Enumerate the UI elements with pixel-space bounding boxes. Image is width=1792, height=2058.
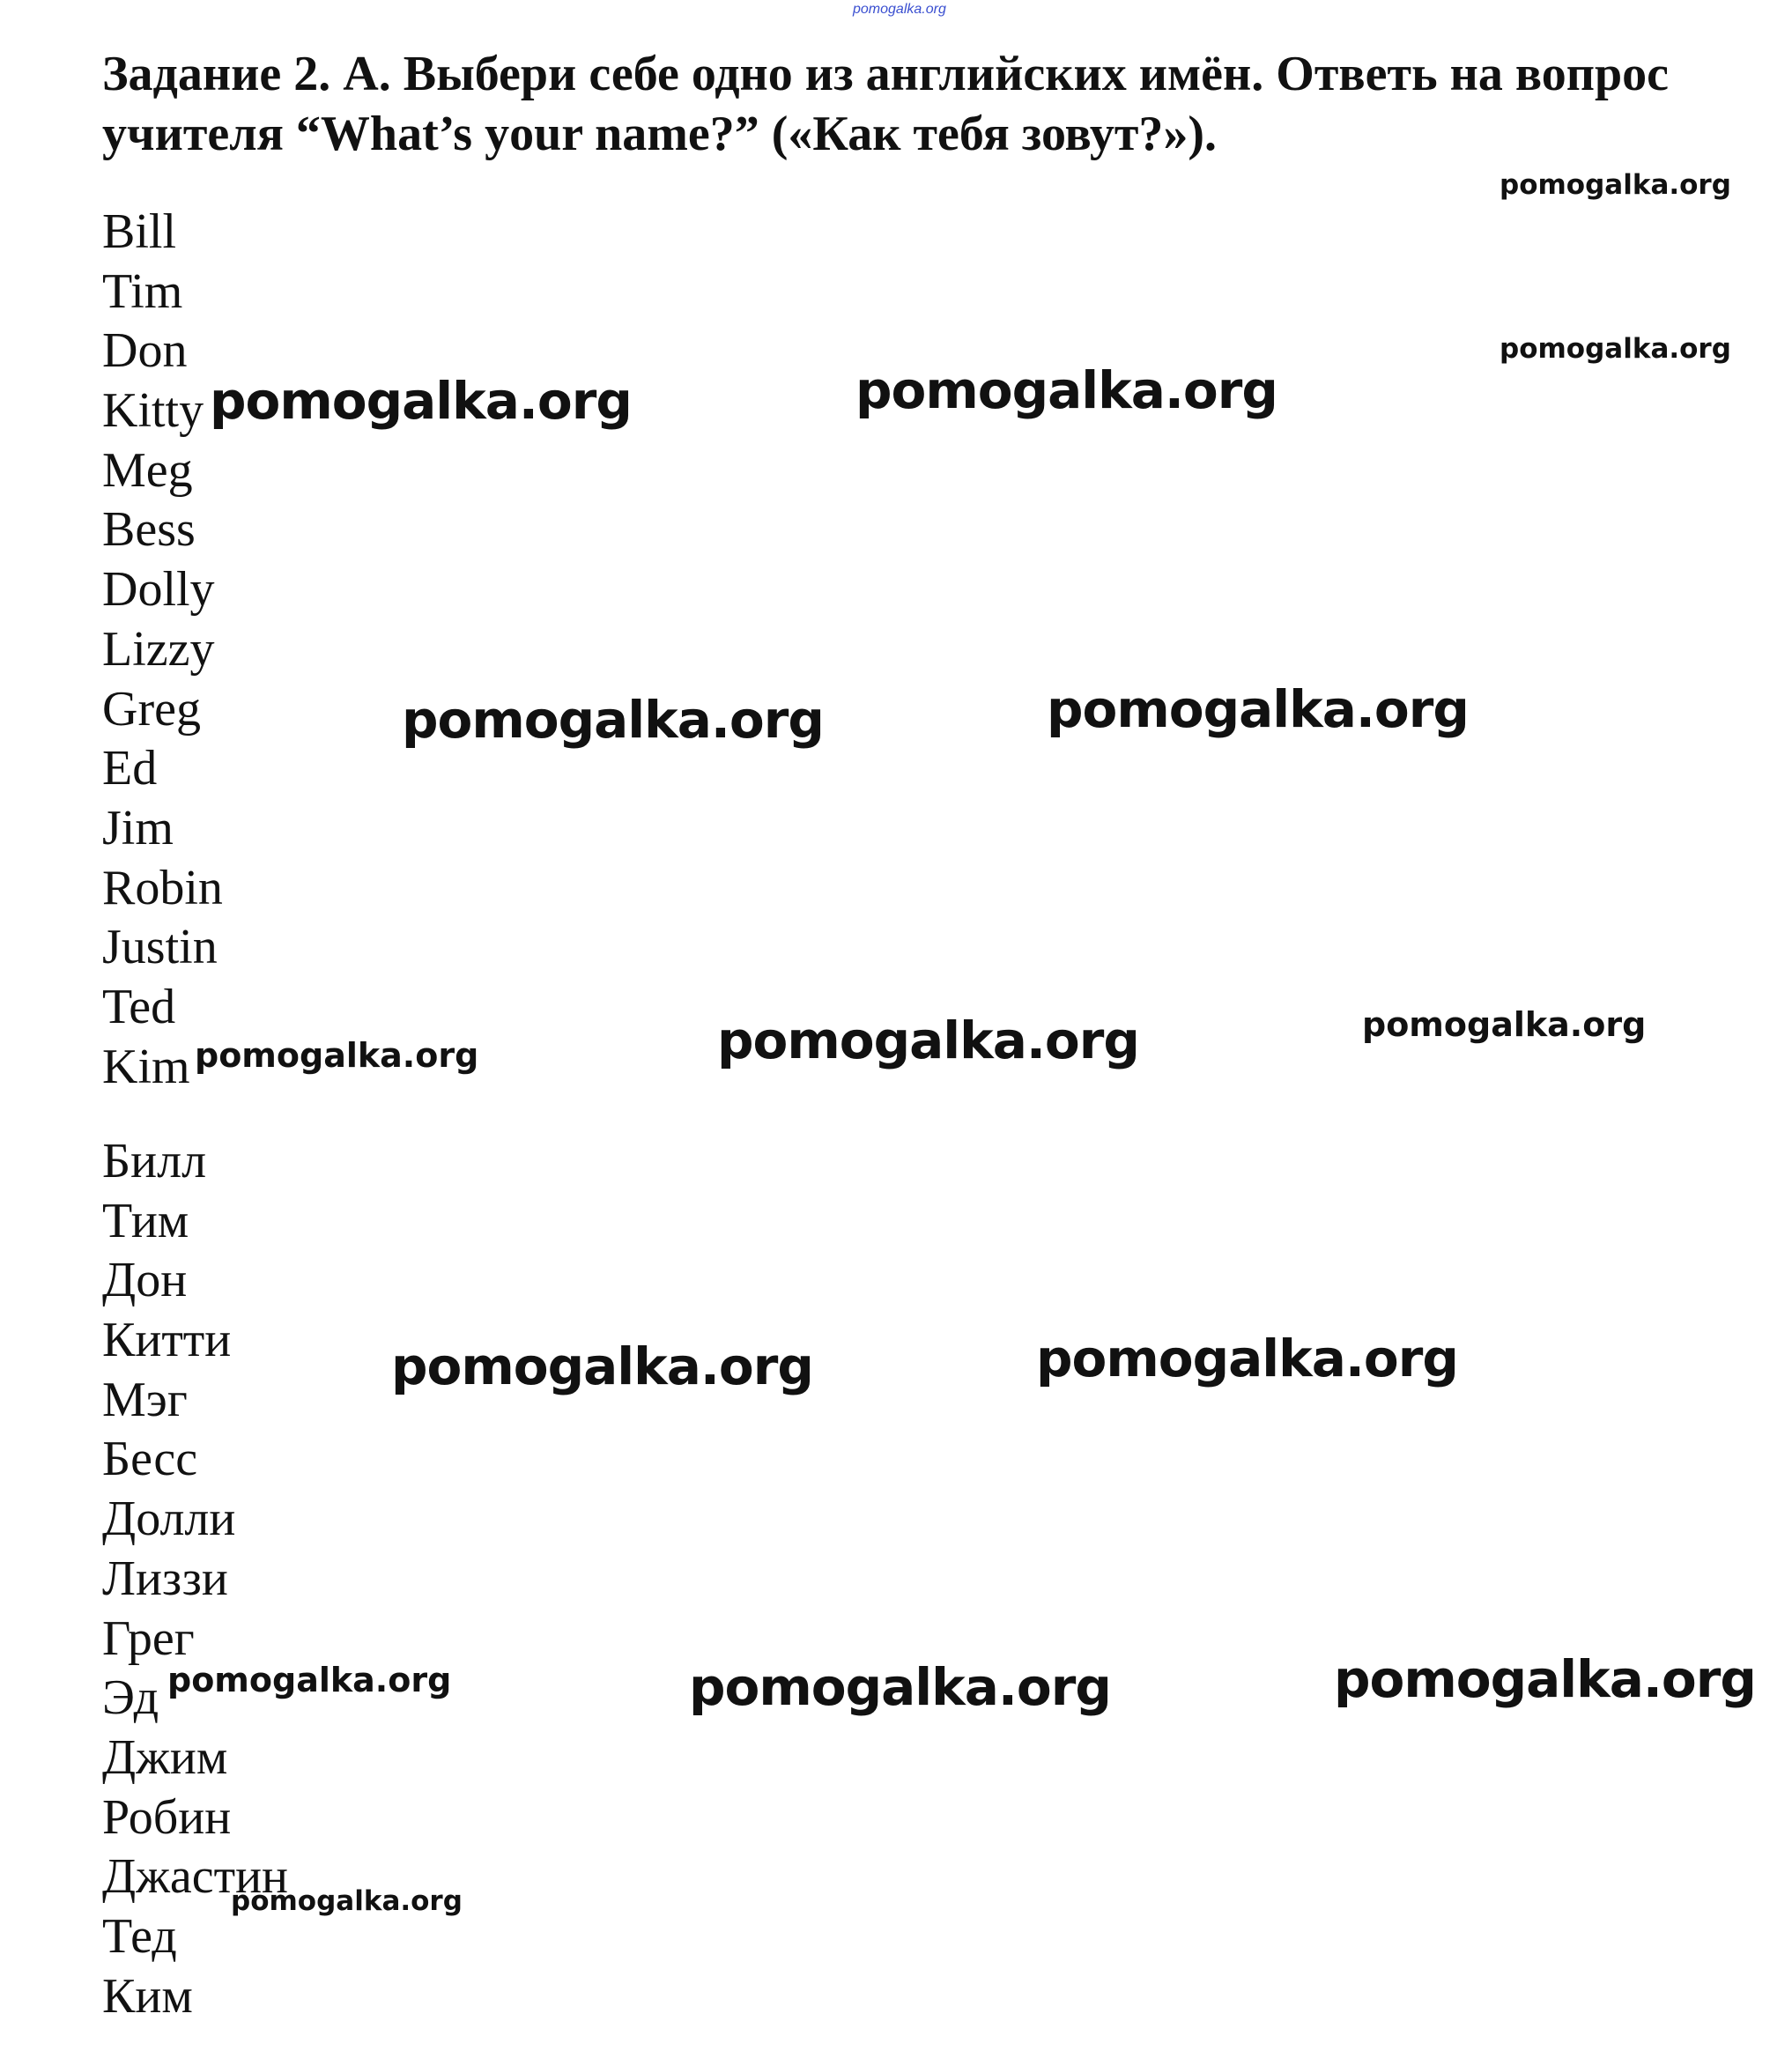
watermark: pomogalka.org (1500, 169, 1731, 201)
name-item: Джим (102, 1729, 228, 1785)
name-item: Дон (102, 1253, 188, 1308)
watermark: pomogalka.org (195, 1036, 479, 1075)
name-item: Билл (102, 1134, 207, 1188)
name-item: Лиззи (102, 1551, 228, 1606)
name-item: Ted (102, 979, 176, 1034)
name-item: Lizzy (102, 621, 215, 677)
name-item: Ким (102, 1968, 193, 2024)
name-item: Долли (102, 1492, 236, 1547)
name-item: Don (102, 323, 188, 379)
name-item: Greg (102, 681, 201, 737)
watermark: pomogalka.org (391, 1336, 813, 1396)
site-mark-top: pomogalka.org (853, 2, 946, 17)
name-item: Tim (102, 263, 183, 319)
watermark: pomogalka.org (1047, 679, 1469, 739)
watermark: pomogalka.org (167, 1661, 452, 1699)
watermark: pomogalka.org (1036, 1329, 1458, 1388)
name-item: Meg (102, 442, 193, 498)
name-item: Dolly (102, 562, 215, 618)
name-item: Эд (102, 1670, 159, 1726)
name-item: Тим (102, 1193, 189, 1248)
watermark: pomogalka.org (231, 1885, 463, 1917)
name-item: Jim (102, 800, 174, 855)
watermark: pomogalka.org (1362, 1005, 1647, 1044)
name-item: Ed (102, 741, 158, 796)
name-item: Robin (102, 860, 223, 915)
name-item: Грег (102, 1610, 195, 1666)
name-item: Kitty (102, 383, 204, 439)
task-title: Задание 2. А. Выбери себе одно из английских имён. Ответь на вопрос учителя “What’s your name?” («Как тебя зовут?»). (102, 47, 1669, 161)
name-item: Bill (102, 204, 177, 259)
watermark: pomogalka.org (855, 360, 1277, 420)
name-item: Робин (102, 1789, 232, 1845)
watermark: pomogalka.org (717, 1010, 1139, 1070)
name-item: Джастин (102, 1849, 289, 1905)
watermark: pomogalka.org (1500, 333, 1731, 365)
name-item: Тед (102, 1908, 177, 1964)
name-item: Китти (102, 1313, 232, 1368)
name-item: Kim (102, 1039, 190, 1094)
watermark: pomogalka.org (689, 1657, 1111, 1717)
name-item: Bess (102, 502, 196, 558)
english-names-list (102, 203, 223, 1097)
watermark: pomogalka.org (1334, 1649, 1756, 1709)
name-item: Мэг (102, 1372, 188, 1427)
name-item: Бесс (102, 1432, 198, 1487)
name-item: Justin (102, 920, 218, 975)
watermark: pomogalka.org (210, 371, 632, 431)
watermark: pomogalka.org (402, 690, 824, 750)
